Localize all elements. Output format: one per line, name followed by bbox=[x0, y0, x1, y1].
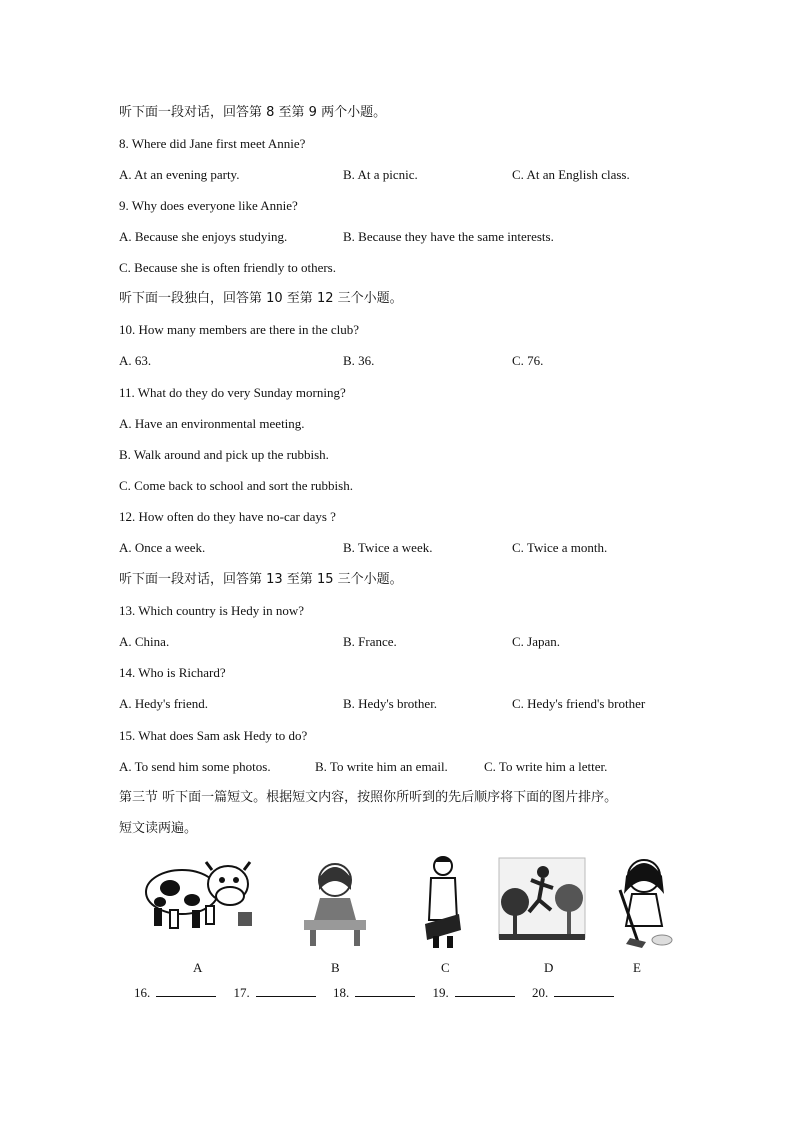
q11-option-c: C. Come back to school and sort the rubbish. bbox=[119, 478, 353, 493]
q12-option-c: C. Twice a month. bbox=[512, 540, 608, 555]
cow-icon bbox=[140, 850, 260, 950]
girl-at-desk-icon bbox=[290, 850, 380, 950]
answer-number: 19. bbox=[432, 985, 449, 1000]
answer-blank[interactable] bbox=[156, 986, 216, 997]
q14-option-b: B. Hedy's brother. bbox=[343, 696, 438, 711]
answer-19[interactable] bbox=[433, 985, 515, 1001]
section-heading-13-15: 听下面一段对话，回答第 13 至第 15 三个小题。 bbox=[119, 572, 403, 587]
q13-option-c: C. Japan. bbox=[512, 634, 561, 649]
q14-option-c: C. Hedy's friend's brother bbox=[512, 696, 646, 711]
part3-instruction-cont: 短文读两遍。 bbox=[119, 821, 198, 836]
q9-option-b: B. Because they have the same interests. bbox=[343, 229, 554, 244]
q15-option-c: C. To write him a letter. bbox=[484, 759, 608, 774]
picture-row bbox=[130, 850, 690, 950]
q14-option-a: A. Hedy's friend. bbox=[119, 696, 208, 711]
q15-option-a: A. To send him some photos. bbox=[119, 759, 271, 774]
q12-option-a: A. Once a week. bbox=[119, 540, 206, 555]
question-8: 8. Where did Jane first meet Annie? bbox=[119, 136, 306, 151]
answer-number: 16. bbox=[134, 985, 151, 1000]
question-10: 10. How many members are there in the club? bbox=[119, 322, 360, 337]
answer-blanks bbox=[134, 985, 628, 1001]
picture-label-a: A bbox=[193, 960, 203, 975]
answer-18[interactable] bbox=[333, 985, 415, 1001]
man-with-board-icon bbox=[415, 850, 475, 950]
answer-blank[interactable] bbox=[256, 986, 316, 997]
answer-number: 17. bbox=[233, 985, 250, 1000]
answer-blank[interactable] bbox=[355, 986, 415, 997]
q8-option-b: B. At a picnic. bbox=[343, 167, 418, 182]
question-11: 11. What do they do very Sunday morning? bbox=[119, 385, 346, 400]
section-heading-10-12: 听下面一段独白，回答第 10 至第 12 三个小题。 bbox=[119, 291, 403, 306]
answer-number: 18. bbox=[333, 985, 350, 1000]
q9-option-a: A. Because she enjoys studying. bbox=[119, 229, 288, 244]
picture-label-c: C bbox=[441, 960, 450, 975]
q13-option-b: B. France. bbox=[343, 634, 397, 649]
q11-option-b: B. Walk around and pick up the rubbish. bbox=[119, 447, 329, 462]
q15-option-b: B. To write him an email. bbox=[315, 759, 448, 774]
question-15: 15. What does Sam ask Hedy to do? bbox=[119, 728, 308, 743]
q13-option-a: A. China. bbox=[119, 634, 170, 649]
q12-option-b: B. Twice a week. bbox=[343, 540, 433, 555]
q9-option-c: C. Because she is often friendly to others. bbox=[119, 260, 336, 275]
answer-number: 20. bbox=[532, 985, 549, 1000]
q11-option-a: A. Have an environmental meeting. bbox=[119, 416, 305, 431]
picture-label-b: B bbox=[331, 960, 340, 975]
answer-blank[interactable] bbox=[455, 986, 515, 997]
answer-17[interactable] bbox=[234, 985, 316, 1001]
answer-blank[interactable] bbox=[554, 986, 614, 997]
answer-16[interactable] bbox=[134, 985, 216, 1001]
q8-option-a: A. At an evening party. bbox=[119, 167, 240, 182]
girl-running-trees-icon bbox=[495, 850, 590, 950]
girl-with-broom-icon bbox=[610, 850, 680, 950]
q8-option-c: C. At an English class. bbox=[512, 167, 630, 182]
question-13: 13. Which country is Hedy in now? bbox=[119, 603, 304, 618]
question-12: 12. How often do they have no-car days ? bbox=[119, 509, 336, 524]
section-heading-8-9: 听下面一段对话，回答第 8 至第 9 两个小题。 bbox=[119, 105, 387, 120]
picture-label-e: E bbox=[633, 960, 641, 975]
answer-20[interactable] bbox=[532, 985, 614, 1001]
q10-option-b: B. 36. bbox=[343, 353, 375, 368]
question-9: 9. Why does everyone like Annie? bbox=[119, 198, 298, 213]
part3-instruction: 第三节 听下面一篇短文。根据短文内容，按照你所听到的先后顺序将下面的图片排序。 bbox=[119, 790, 618, 805]
q10-option-c: C. 76. bbox=[512, 353, 544, 368]
picture-label-d: D bbox=[544, 960, 554, 975]
q10-option-a: A. 63. bbox=[119, 353, 152, 368]
question-14: 14. Who is Richard? bbox=[119, 665, 226, 680]
